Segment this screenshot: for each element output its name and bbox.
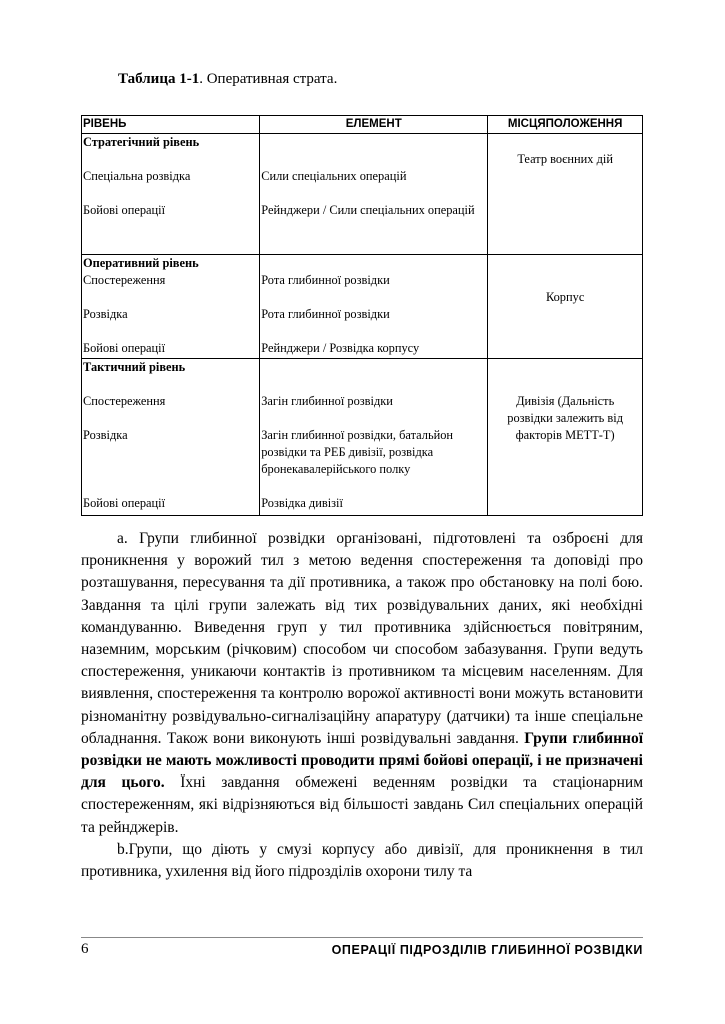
paragraph-a-text: a. Групи глибинної розвідки організовані, підготовлені та озброєні для проникнення у ворожий тил з метою ведення спостереження та доповіді про розташування, пересування та дії противника, а також про обстановку на полі бою. Завдання та цілі групи залежать від тих розвідувальних даних, які необхідні командуванню. Виведення груп у тил противника здійснюється повітряним, наземним, морським (річковим) способом чи способом забазування. Групи ведуть спостереження, уникаючи контактів із противником та місцевим населенням. Для виявлення, спостереження та контролю ворожої активності вони можуть встановити різноманітну розвідувально-сигналізаційну апаратуру (датчики) та інше спеціальне обладнання. Також вони виконують інші розвідувальні завдання. xyxy=(81,530,643,747)
table-caption xyxy=(118,71,337,88)
paragraph-b: b.Групи, що діють у смузі корпусу або дивізії, для проникнення в тил противника, ухилення від його підрозділів охорони тилу та xyxy=(81,840,643,881)
strategic-level-1: Спеціальна розвідка xyxy=(83,169,191,183)
tactical-level-3: Бойові операції xyxy=(83,496,166,510)
paragraph-a-end: Їхні завдання обмежені веденням розвідки та стаціонарним спостереженням, які відрізняються від більшості завдань Сил спеціальних операцій та рейнджерів. xyxy=(81,774,643,836)
tactical-location-cell xyxy=(488,359,643,516)
footer-divider xyxy=(81,937,643,938)
operational-location-cell xyxy=(488,255,643,359)
operational-location: Корпус xyxy=(545,290,585,304)
header-element: ЕЛЕМЕНТ xyxy=(260,116,488,134)
table-row-tactical xyxy=(82,359,643,516)
table-header-row xyxy=(82,116,643,134)
tactical-location: Дивізія (Дальність розвідки залежить від факторів МЕТТ-Т) xyxy=(507,394,624,442)
strategic-element-2: Рейнджери / Сили спеціальних операцій xyxy=(261,203,475,217)
operational-level-3: Бойові операції xyxy=(83,341,166,355)
strata-table xyxy=(81,115,643,516)
running-title: ОПЕРАЦІЇ ПІДРОЗДІЛІВ ГЛИБИННОЇ РОЗВІДКИ xyxy=(331,943,643,957)
strategic-location: Театр воєнних дій xyxy=(517,152,613,166)
strategic-element-cell xyxy=(260,134,488,255)
tactical-level-cell xyxy=(82,359,260,516)
operational-level-cell xyxy=(82,255,260,359)
table-caption-text: . Оперативная страта. xyxy=(199,71,338,87)
strategic-location-cell xyxy=(488,134,643,255)
operational-element-cell xyxy=(260,255,488,359)
page-number: 6 xyxy=(81,941,89,957)
paragraph-a xyxy=(81,528,643,839)
tactical-level-heading: Тактичний рівень xyxy=(83,360,186,374)
operational-element-1: Рота глибинної розвідки xyxy=(261,273,390,287)
header-level: РІВЕНЬ xyxy=(82,116,260,134)
tactical-element-cell xyxy=(260,359,488,516)
tactical-level-2: Розвідка xyxy=(83,428,128,442)
paragraph-a-emphasis: Групи глибинної розвідки не мають можливості проводити прямі бойові операції, і не призначені для цього. xyxy=(81,729,644,792)
operational-level-2: Розвідка xyxy=(83,307,128,321)
operational-element-3: Рейнджери / Розвідка корпусу xyxy=(261,341,420,355)
table-caption-label: Таблица 1-1 xyxy=(118,71,200,87)
body-text xyxy=(81,528,643,883)
tactical-element-2: Загін глибинної розвідки, батальйон розвідки та РЕБ дивізії, розвідка бронекавалерійського полку xyxy=(261,428,454,476)
operational-element-2: Рота глибинної розвідки xyxy=(261,307,390,321)
header-location: МІСЦЯПОЛОЖЕННЯ xyxy=(488,116,643,134)
strategic-element-1: Сили спеціальних операцій xyxy=(261,169,407,183)
tactical-element-1: Загін глибинної розвідки xyxy=(261,394,393,408)
strategic-level-cell xyxy=(82,134,260,255)
strategic-level-heading: Стратегічний рівень xyxy=(83,135,200,149)
strategic-level-2: Бойові операції xyxy=(83,203,166,217)
table-row-strategic xyxy=(82,134,643,255)
tactical-element-3: Розвідка дивізії xyxy=(261,496,343,510)
tactical-level-1: Спостереження xyxy=(83,394,166,408)
operational-level-heading: Оперативний рівень xyxy=(83,256,199,270)
operational-level-1: Спостереження xyxy=(83,273,166,287)
table-row-operational xyxy=(82,255,643,359)
